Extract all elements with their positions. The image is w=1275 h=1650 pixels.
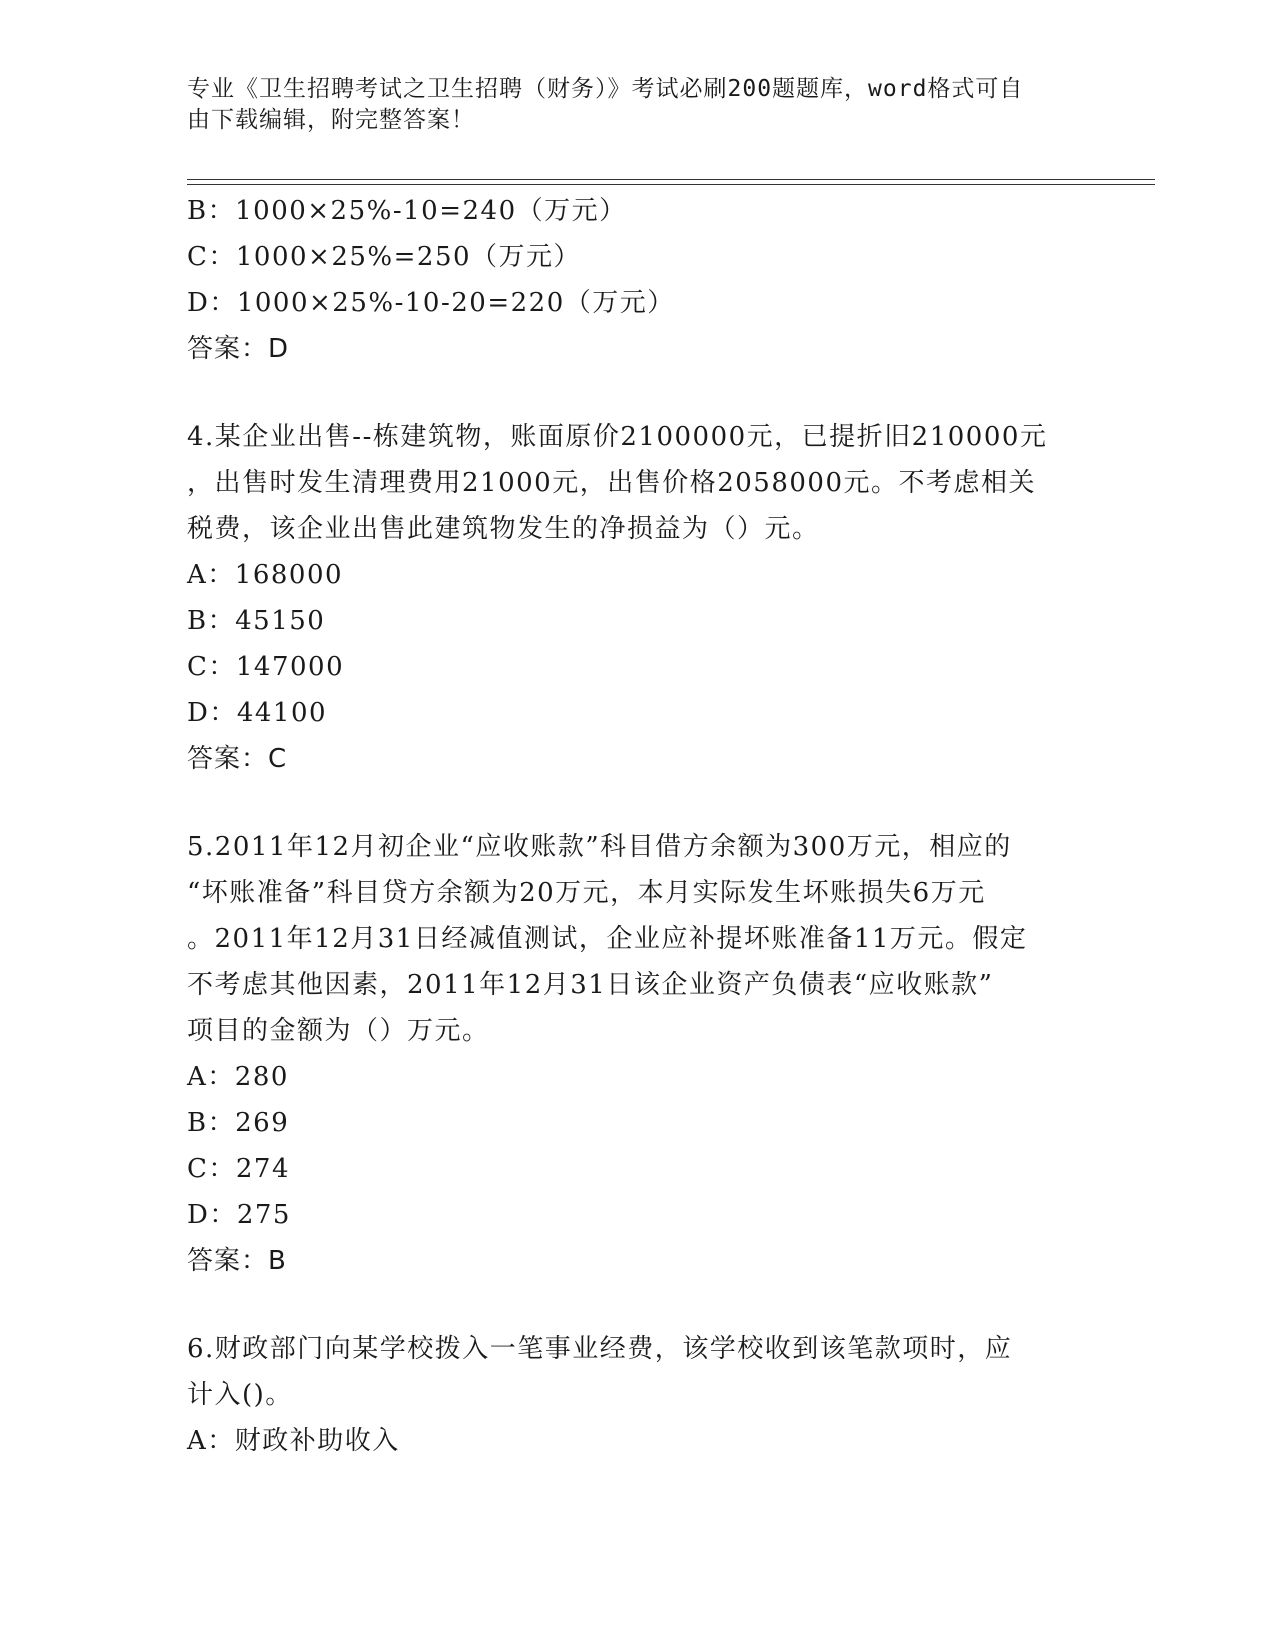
header-line-1: 专业《卫生招聘考试之卫生招聘（财务）》考试必刷200题题库，word格式可自 (187, 76, 1024, 102)
option-d: D：275 (187, 1200, 291, 1230)
option-d: D：44100 (187, 698, 328, 728)
question-stem-line: 4.某企业出售--栋建筑物，账面原价2100000元，已提折旧210000元 (187, 422, 1048, 452)
answer: 答案：D (187, 334, 290, 364)
question-4 (187, 414, 1087, 782)
option-c: C：274 (187, 1154, 291, 1184)
option-a: A：280 (187, 1062, 289, 1092)
document-body (187, 188, 1087, 1464)
option-c: C：1000×25%=250（万元） (187, 242, 582, 272)
question-5 (187, 824, 1087, 1284)
spacer (187, 782, 1087, 824)
question-stem-line: 项目的金额为（）万元。 (187, 1016, 490, 1046)
header-line-2: 由下载编辑，附完整答案！ (187, 107, 475, 133)
question-stem-line: 。2011年12月31日经减值测试，企业应补提坏账准备11万元。假定 (187, 924, 1028, 954)
question-stem-line: 6.财政部门向某学校拨入一笔事业经费，该学校收到该笔款项时，应 (187, 1334, 1013, 1364)
header-divider-top (187, 179, 1155, 180)
answer: 答案：B (187, 1246, 287, 1276)
question-stem-line: 5.2011年12月初企业“应收账款”科目借方余额为300万元，相应的 (187, 832, 1012, 862)
question-6 (187, 1326, 1087, 1464)
option-b: B：45150 (187, 606, 326, 636)
question-stem-line: 不考虑其他因素，2011年12月31日该企业资产负债表“应收账款” (187, 970, 994, 1000)
answer: 答案：C (187, 744, 288, 774)
option-a: A：168000 (187, 560, 344, 590)
question-stem-line: “坏账准备”科目贷方余额为20万元，本月实际发生坏账损失6万元 (187, 878, 986, 908)
option-b: B：269 (187, 1108, 290, 1138)
option-a: A：财政补助收入 (187, 1426, 400, 1456)
spacer (187, 372, 1087, 414)
option-d: D：1000×25%-10-20=220（万元） (187, 288, 675, 318)
question-stem-line: ，出售时发生清理费用21000元，出售价格2058000元。不考虑相关 (187, 468, 1037, 498)
header-divider-bottom (187, 184, 1155, 185)
option-c: C：147000 (187, 652, 345, 682)
question-stem-line: 计入()。 (187, 1380, 293, 1410)
question-3-remainder (187, 188, 1087, 372)
question-stem-line: 税费，该企业出售此建筑物发生的净损益为（）元。 (187, 514, 820, 544)
option-b: B：1000×25%-10=240（万元） (187, 196, 627, 226)
spacer (187, 1284, 1087, 1326)
document-header (187, 74, 1087, 136)
